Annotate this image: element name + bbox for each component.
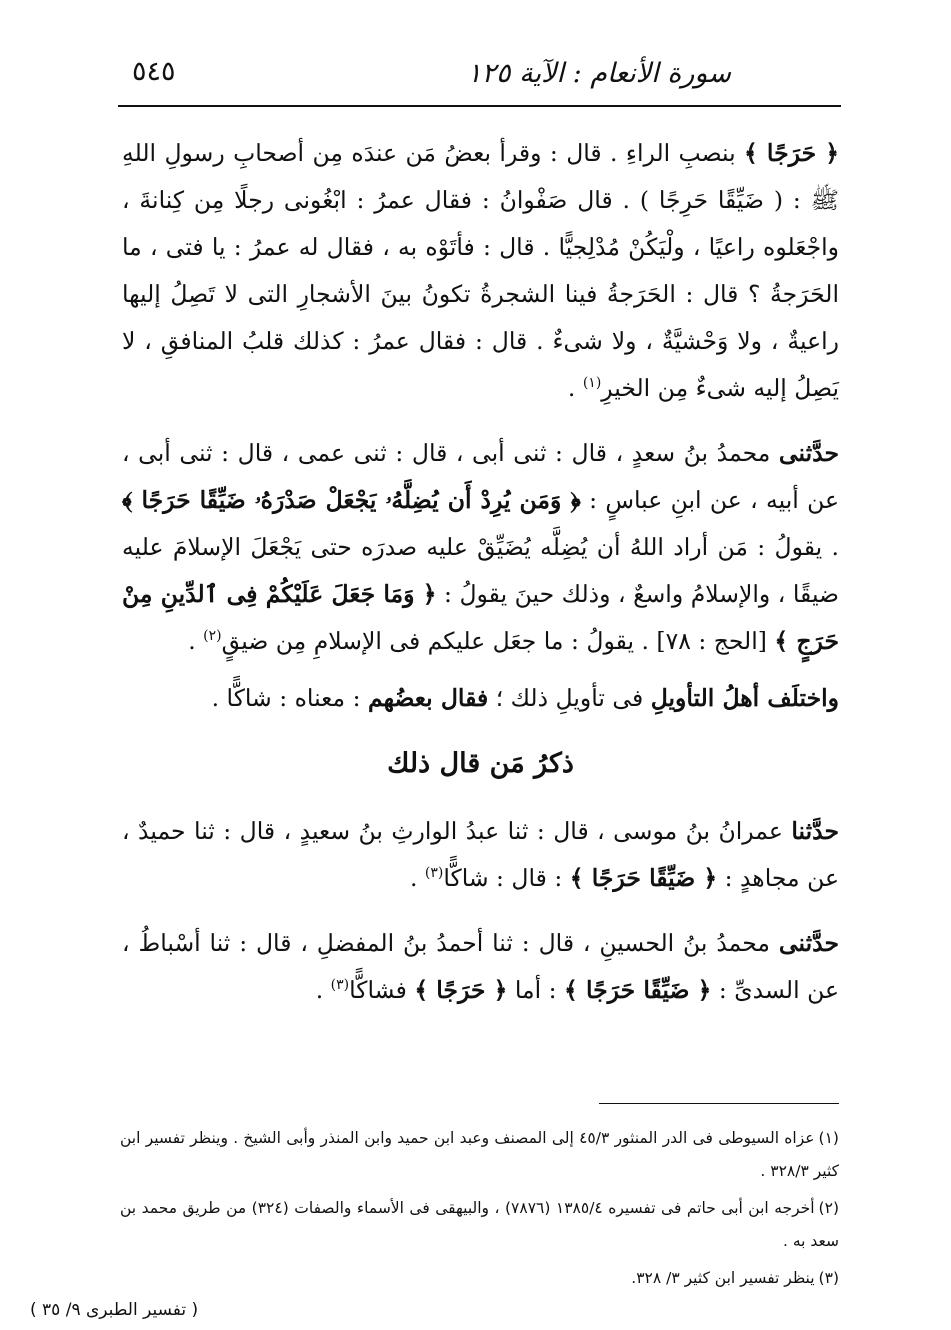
sentence-end: .: [188, 627, 204, 655]
footnote-marker: (٣): [424, 865, 444, 882]
paragraph-ikhtilaf: [122, 675, 839, 722]
text-segment: محمدُ بنُ سعدٍ ، قال : ثنى أبى ، قال : ثنى عمى ، قال : ثنى أبى ، عن أبيه ، عن ابنِ عباسٍ :: [122, 439, 840, 514]
section-heading: ذكرُ مَن قال ذلك: [387, 748, 574, 779]
footnote-text: عزاه السيوطى فى الدر المنثور ٤٥/٣ إلى المصنف وعبد ابن حميد وابن المنذر وأبى الشيخ . وينظر تفسير ابن كثير ٣٢٨/٣ .: [120, 1129, 839, 1180]
footnote-number: (١): [818, 1129, 839, 1147]
quran-quote: ﴿ وَمَن يُرِدْ أَن يُضِلَّهُۥ يَجْعَلْ صَدْرَهُۥ ضَيِّقًا حَرَجًا ﴾: [122, 486, 581, 514]
quran-quote: ﴿ وَمَا جَعَلَ عَلَيْكُمْ فِى ٱلدِّينِ مِنْ حَرَجٍ ﴾: [122, 580, 839, 655]
footnote-marker: (٣): [330, 977, 350, 994]
page-number: ٥٤٥: [132, 56, 176, 87]
footnote-number: (٣): [818, 1269, 839, 1287]
running-title: سورة الأنعام : الآية ١٢٥: [467, 58, 731, 89]
quran-quote: ﴿ حَرَجًا ﴾: [414, 976, 508, 1004]
text-segment: . يقولُ : مَن أراد اللهُ أن يُضِلَّه يُضَيِّقْ عليه صدرَه حتى يَجْعَلَ الإسلامَ عليه ضيقًا ، والإسلامُ واسعٌ ، وذلك حينَ يقولُ :: [122, 533, 839, 608]
running-header: [118, 52, 841, 102]
footnote-marker: (١): [582, 375, 602, 392]
text-segment: : أما: [507, 976, 565, 1004]
text-segment: بنصبِ الراءِ . قال : وقرأ بعضُ مَن عندَه مِن أصحابِ رسولِ اللهِ ﷺ : ( ضَيِّقًا حَرِجًا ) . قال صَفْوانُ : فقال عمرُ : ابْغُونى رجلًا مِن كِنانةَ ، واجْعَلوه راعيًا ، ولْيَكُنْ مُدْلِجيًّا . قال : فأتَوْه به ، فقال له عمرُ : يا فتى ، ما الحَرَجةُ ؟ قال : الحَرَجةُ فينا الشجرةُ تكونُ بينَ الأشجارِ التى لا تَصِلُ إليها راعيةٌ ، ولا وَحْشيَّةٌ ، ولا شىءٌ . قال : فقال عمرُ : كذلك قلبُ المنافقِ ، لا يَصِلُ إليه شىءٌ مِن الخيرِ: [122, 139, 839, 402]
text-segment: محمدُ بنُ الحسينِ ، قال : ثنا أحمدُ بنُ المفضلِ ، قال : ثنا أسْباطُ ، عن السدىِّ :: [122, 929, 839, 1004]
narration-1: [122, 808, 839, 902]
footnote-1: [120, 1122, 839, 1188]
footnote-text: أخرجه ابن أبى حاتم فى تفسيره ١٣٨٥/٤ (٧٨٧٦) ، والبيهقى فى الأسماء والصفات (٣٢٤) من طريق محمد بن سعد به .: [120, 1199, 839, 1250]
quran-quote: ﴿ ضَيِّقًا حَرَجًا ﴾: [564, 976, 712, 1004]
text-segment: فشاكًّا: [349, 976, 415, 1004]
ikhtilaf-lead: واختلَف أهلُ التأويلِ: [650, 684, 839, 712]
ikhtilaf-bold: فقال بعضُهم: [367, 684, 489, 712]
text-segment: فى تأويلِ ذلك ؛: [488, 684, 651, 712]
footnote-3: [120, 1262, 839, 1295]
footnote-marker: (٢): [203, 628, 222, 645]
sentence-end: .: [409, 864, 425, 892]
footnote-2: [120, 1192, 839, 1258]
sentence-end: .: [567, 374, 583, 402]
text-segment: : معناه : شاكًّا .: [211, 684, 368, 712]
quran-quote: ﴿ حَرَجًا ﴾: [744, 139, 839, 167]
quran-quote: ﴿ ضَيِّقًا حَرَجًا ﴾: [569, 864, 718, 892]
paragraph-1: [122, 130, 839, 412]
paragraph-2: [122, 430, 839, 665]
text-segment: : قال : شاكًّا: [443, 864, 570, 892]
narration-lead: حدَّثنا: [791, 817, 839, 845]
text-segment: [الحج : ٧٨] . يقولُ : ما جعَل عليكم فى الإسلامِ مِن ضيقٍ: [221, 627, 775, 655]
header-divider: [118, 105, 841, 107]
footnotes: [120, 1122, 839, 1299]
footnote-divider: [599, 1103, 839, 1104]
footnote-text: ينظر تفسير ابن كثير ٣/ ٣٢٨.: [631, 1269, 815, 1287]
narration-lead: حدَّثنى: [778, 929, 839, 957]
main-text: [122, 130, 839, 1014]
volume-reference: ( تفسير الطبرى ٩/ ٣٥ ): [30, 1300, 199, 1320]
narration-lead: حدَّثنى: [778, 439, 839, 467]
sentence-end: .: [315, 976, 331, 1004]
footnote-number: (٢): [818, 1199, 839, 1217]
text-segment: عمرانُ بنُ موسى ، قال : ثنا عبدُ الوارثِ بنُ سعيدٍ ، قال : ثنا حميدٌ ، عن مجاهدٍ :: [122, 817, 839, 892]
narration-2: [122, 920, 839, 1014]
